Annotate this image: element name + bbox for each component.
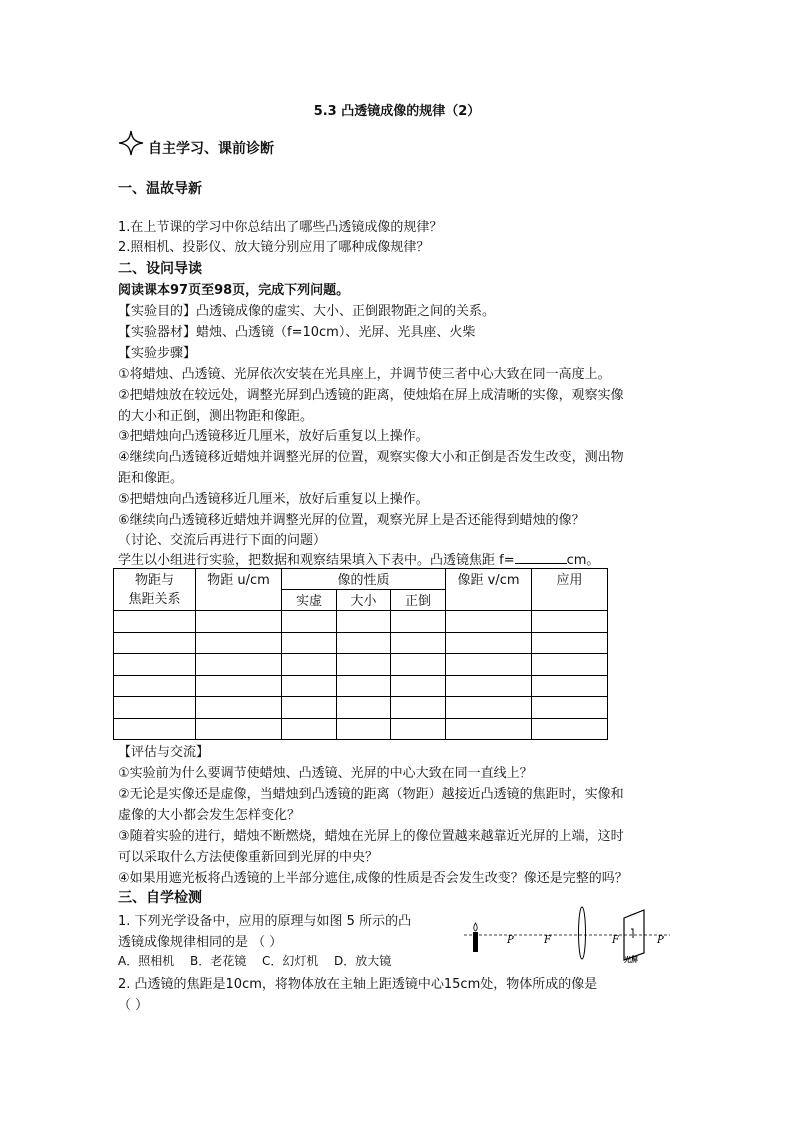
reading-instruction: 阅读课本97页至98页，完成下列问题。 [118, 283, 350, 298]
experiment-purpose: 【实验目的】凸透镜成像的虚实、大小、正倒跟物距之间的关系。 [118, 304, 496, 319]
header-image-properties: 像的性质 [282, 569, 446, 590]
header-application: 应用 [532, 569, 608, 611]
option-b[interactable]: B．老花镜 [190, 954, 247, 968]
table-row [114, 611, 608, 633]
table-intro-text: 学生以小组进行实验，把数据和观察结果填入下表中。凸透镜焦距 f= [118, 553, 515, 568]
candle-icon [473, 923, 478, 952]
diagram-label-p-left: P [507, 935, 514, 946]
evaluation-question-2-line-1: ②无论是实像还是虚像，当蜡烛到凸透镜的距离（物距）越接近凸透镜的焦距时，实像和 [118, 787, 624, 802]
section-header: 自主学习、课前诊断 [148, 141, 274, 157]
subheader-size: 大小 [337, 590, 391, 611]
option-c[interactable]: C．幻灯机 [262, 954, 319, 968]
review-question-1: 1.在上节课的学习中你总结出了哪些凸透镜成像的规律？ [118, 220, 443, 235]
step-2-line-2: 的大小和正倒，测出物距和像距。 [118, 409, 314, 424]
self-test-question-1-line-1: 1. 下列光学设备中，应用的原理与如图 5 所示的凸 [118, 914, 412, 929]
step-4-line-1: ④继续向凸透镜移近蜡烛并调整光屏的位置，观察实像大小和正倒是否发生改变，测出物 [118, 450, 624, 465]
self-test-question-2-line-2: （ ） [118, 998, 149, 1013]
evaluation-question-3-line-1: ③随着实验的进行，蜡烛不断燃烧，蜡烛在光屏上的像位置越来越靠近光屏的上端，这时 [118, 829, 624, 844]
diagram-screen-label: 光屏 [624, 956, 638, 963]
self-test-heading: 三、自学检测 [118, 890, 202, 906]
header-relation: 物距与 焦距关系 [114, 569, 196, 611]
step-2-line-1: ②把蜡烛放在较远处，调整光屏到凸透镜的距离，使烛焰在屏上成清晰的实像，观察实像 [118, 388, 624, 403]
step-5: ⑤把蜡烛向凸透镜移近几厘米，放好后重复以上操作。 [118, 492, 429, 507]
guided-heading: 二、设问导读 [118, 261, 202, 277]
header-image-distance: 像距 v/cm [446, 569, 532, 611]
diagram-label-f-left: F [544, 935, 551, 946]
page-title: 5.3 凸透镜成像的规律（2） [313, 104, 481, 119]
self-test-question-1-line-2: 透镜成像规律相同的是 （ ） [118, 935, 283, 950]
experiment-materials: 【实验器材】蜡烛、凸透镜（f=10cm）、光屏、光具座、火柴 [118, 325, 476, 340]
convex-lens-icon [579, 907, 586, 959]
step-6: ⑥继续向凸透镜移近蜡烛并调整光屏的位置，观察光屏上是否还能得到蜡烛的像？ [118, 513, 585, 528]
step-3: ③把蜡烛向凸透镜移近几厘米，放好后重复以上操作。 [118, 429, 429, 444]
table-row [114, 697, 608, 719]
table-intro [118, 549, 599, 568]
option-d[interactable]: D．放大镜 [334, 954, 392, 968]
experiment-table [113, 568, 608, 740]
self-test-question-2-line-1: 2. 凸透镜的焦距是10cm，将物体放在主轴上距透镜中心15cm处，物体所成的像是 [118, 977, 598, 992]
diagram-label-f-right: F [612, 935, 619, 946]
discussion-note: （讨论、交流后再进行下面的问题） [118, 533, 327, 548]
header-object-distance: 物距 u/cm [196, 569, 282, 611]
evaluation-question-1: ①实验前为什么要调节使蜡烛、凸透镜、光屏的中心大致在同一直线上？ [118, 766, 533, 781]
diagram-label-p-right: P [657, 935, 664, 946]
evaluation-heading: 【评估与交流】 [118, 745, 210, 760]
evaluation-question-3-line-2: 可以采取什么方法使像重新回到光屏的中央？ [118, 850, 379, 865]
review-question-2: 2.照相机、投影仪、放大镜分别应用了哪种成像规律？ [118, 240, 430, 255]
focal-length-blank[interactable] [515, 552, 567, 564]
step-4-line-2: 距和像距。 [118, 471, 184, 486]
subheader-real-virtual: 实虚 [282, 590, 337, 611]
step-1: ①将蜡烛、凸透镜、光屏依次安装在光具座上，并调节使三者中心大致在同一高度上。 [118, 367, 611, 382]
table-row [114, 632, 608, 654]
evaluation-question-4: ④如果用遮光板将凸透镜的上半部分遮住,成像的性质是否会发生改变？像还是完整的吗？ [118, 871, 628, 886]
review-heading: 一、温故导新 [118, 181, 202, 197]
table-header-row [114, 569, 608, 590]
table-row [114, 718, 608, 740]
convex-lens-diagram [464, 905, 676, 963]
steps-heading: 【实验步骤】 [118, 346, 197, 361]
subheader-orientation: 正倒 [391, 590, 446, 611]
table-row [114, 675, 608, 697]
sparkle-star-icon [118, 130, 144, 156]
table-row [114, 654, 608, 676]
option-a[interactable]: A．照相机 [118, 954, 175, 968]
table-intro-unit: cm。 [566, 553, 600, 568]
evaluation-question-2-line-2: 虚像的大小都会发生怎样变化？ [118, 808, 301, 823]
self-test-question-1-options [118, 952, 391, 969]
